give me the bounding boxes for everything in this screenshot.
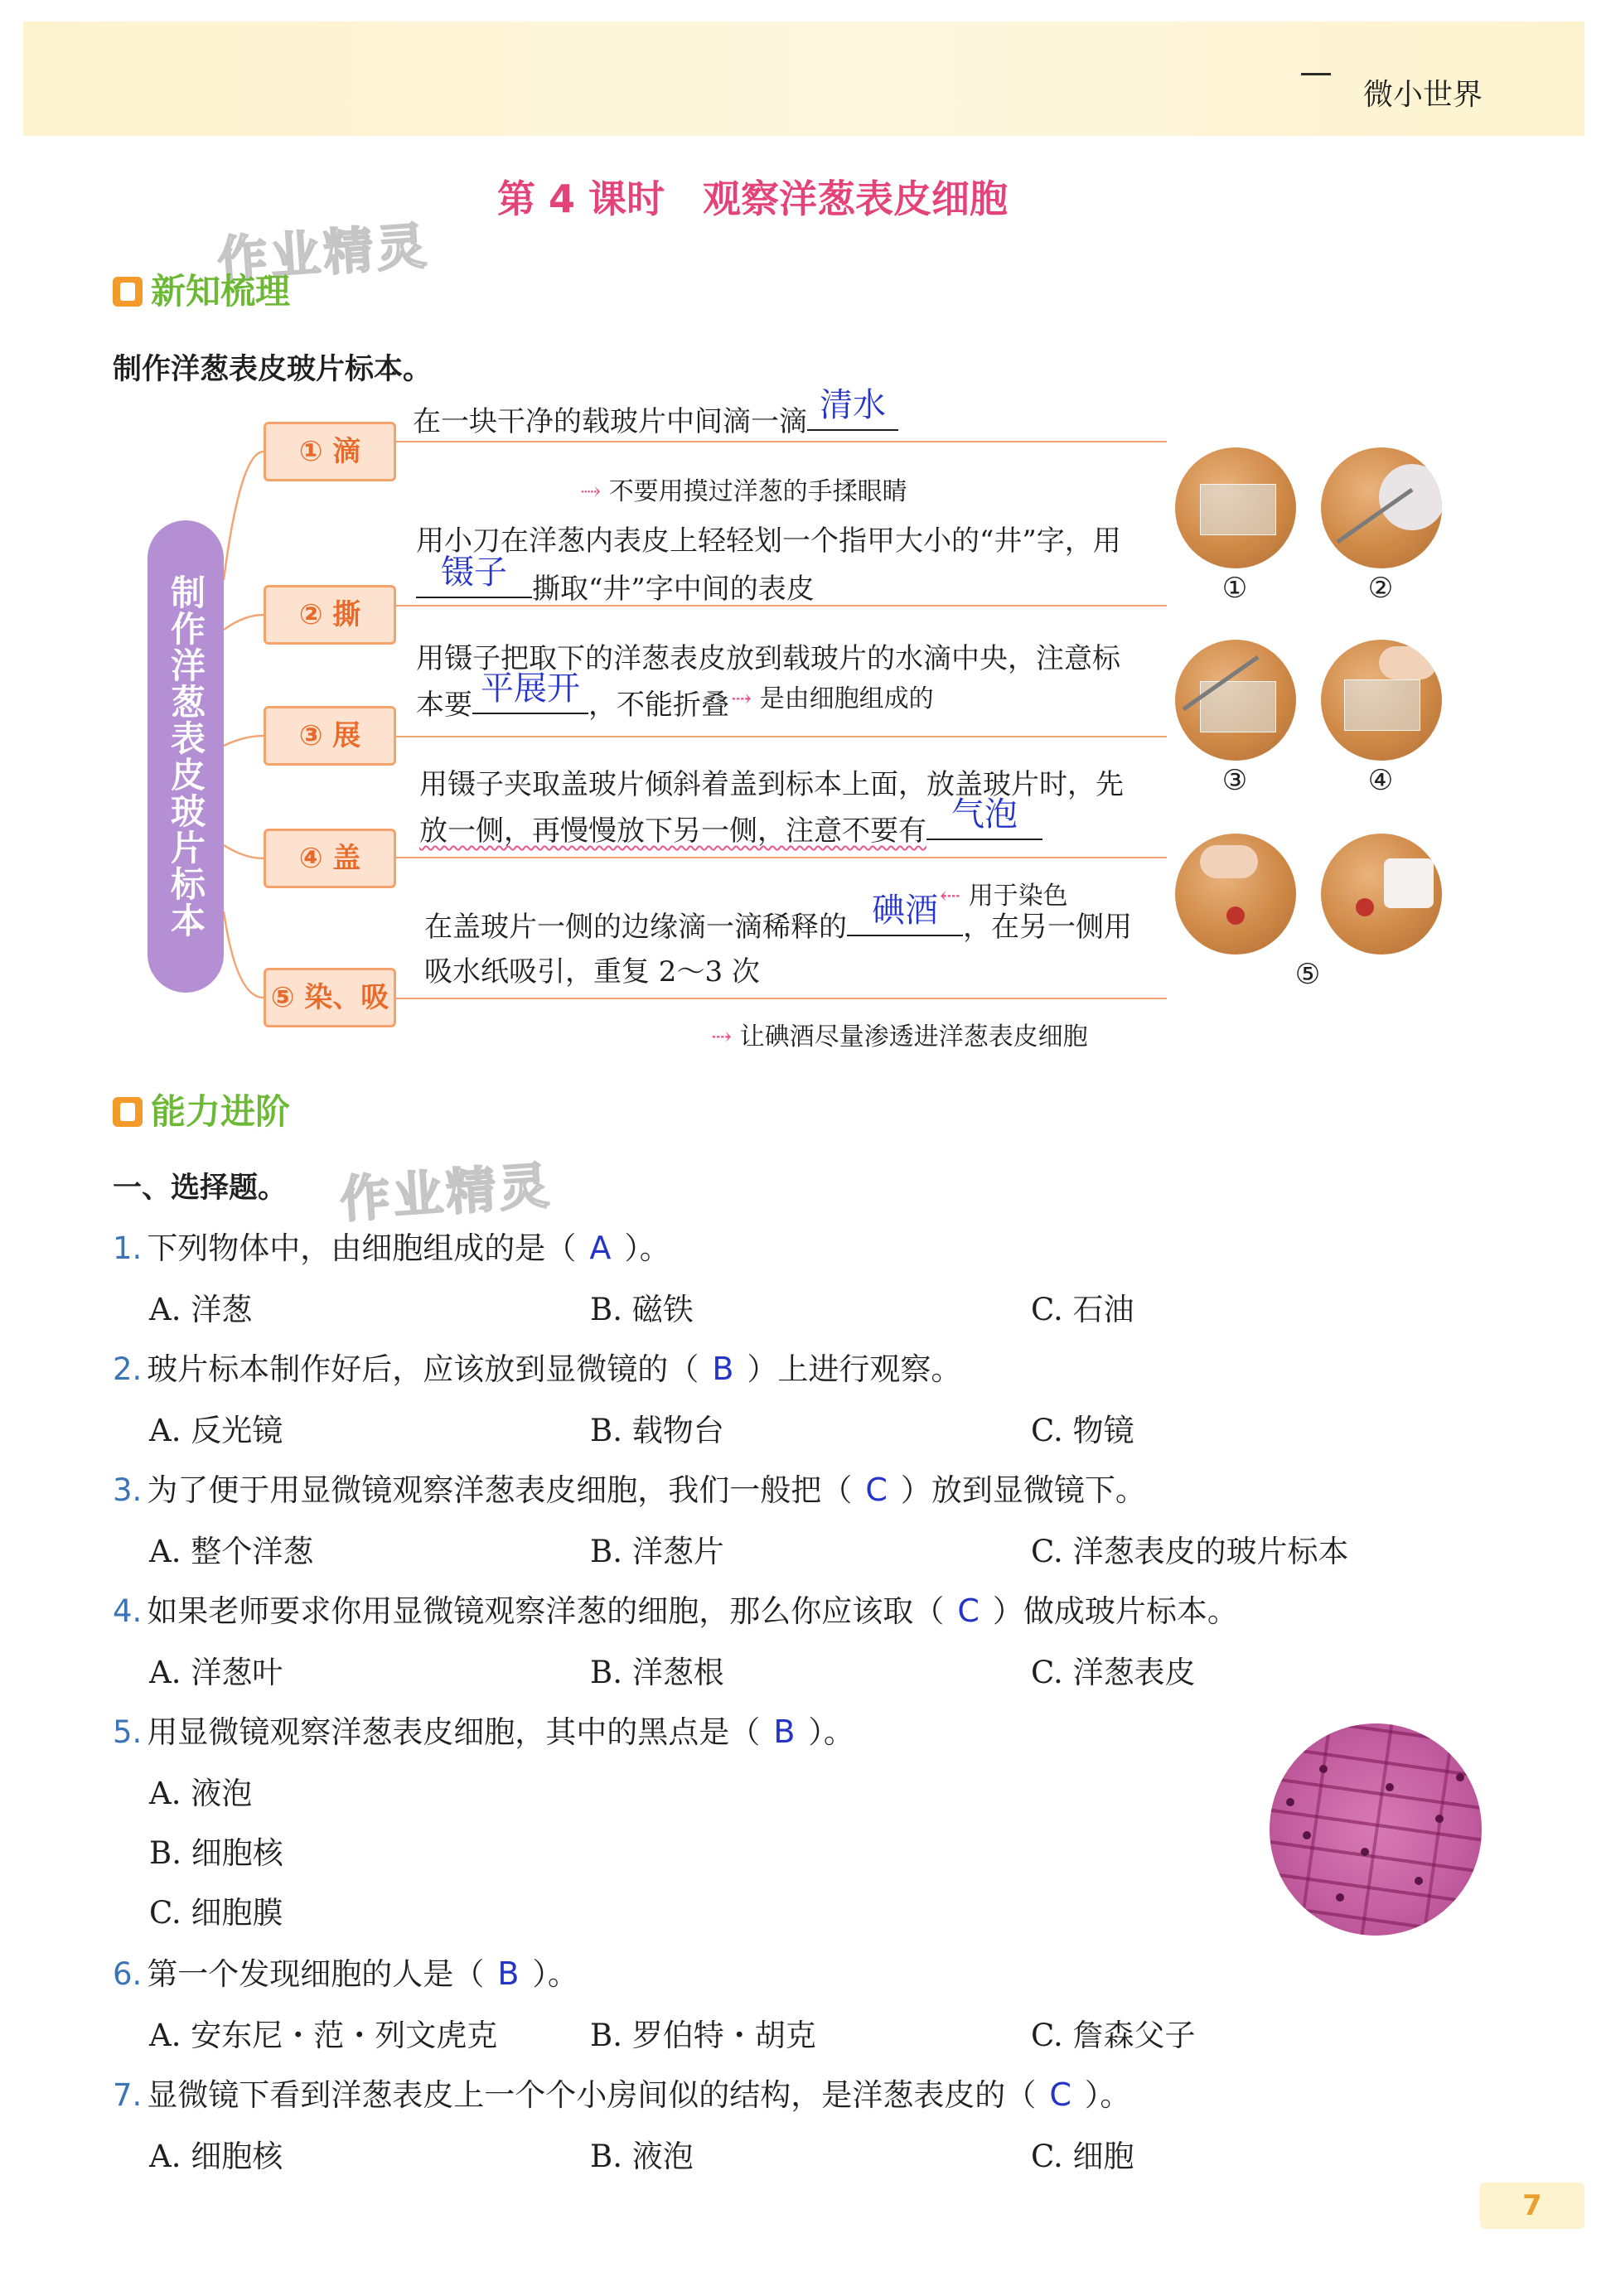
tear-line1: 用小刀在洋葱内表皮上轻轻划一个指甲大小的“井”字，用 (416, 524, 1121, 558)
option: C. 细胞 (1031, 2139, 1134, 2174)
stain-line1-start: 在盖玻片一侧的边缘滴一滴稀释的 (424, 911, 847, 944)
spread-note-text: 是由细胞组成的 (759, 684, 934, 713)
spread-answer: 平展开 (481, 669, 580, 708)
watermark: 作业精灵 (338, 1157, 554, 1230)
option: B. 洋葱片 (590, 1534, 724, 1569)
question-6 (113, 1949, 578, 1994)
mindmap-root: 制作洋葱表皮玻片标本 (148, 520, 224, 993)
photo-label-5: ⑤ (1294, 958, 1321, 991)
stain-note-top-text: 用于染色 (968, 882, 1068, 911)
watermark: 作业精灵 (215, 217, 432, 290)
cover-line2 (419, 795, 1042, 853)
stain-line1-end: ，在另一侧用 (963, 911, 1132, 944)
question-3 (113, 1465, 1146, 1510)
option: B. 细胞核 (149, 1835, 283, 1871)
step-photo-1 (1175, 447, 1296, 568)
tear-line2 (416, 553, 815, 611)
onion-cell-micrograph (1270, 1723, 1482, 1936)
questions-heading: 一、选择题。 (113, 1172, 288, 1205)
stain-note-top: ⇠ 用于染色 (940, 882, 1068, 911)
option: C. 石油 (1031, 1292, 1134, 1327)
question-text: 用显微镜观察洋葱表皮细胞，其中的黑点是（ (147, 1714, 761, 1750)
intro-text: 制作洋葱表皮玻片标本。 (113, 353, 433, 386)
drip-text (413, 386, 898, 444)
option: B. 洋葱根 (590, 1655, 724, 1690)
question-text: 玻片标本制作好后，应该放到显微镜的（ (147, 1351, 699, 1387)
option: B. 罗伯特・胡克 (590, 2018, 816, 2053)
option: C. 詹森父子 (1031, 2018, 1196, 2053)
step-photo-3 (1175, 640, 1296, 761)
drip-answer: 清水 (820, 386, 886, 424)
question-number: 5. (113, 1714, 143, 1750)
option: B. 磁铁 (590, 1292, 694, 1327)
question-number: 7. (113, 2077, 143, 2113)
step-photo-5a (1175, 834, 1296, 955)
step-rule (396, 857, 1167, 858)
option: A. 安东尼・范・列文虎克 (149, 2018, 498, 2053)
question-5 (113, 1707, 854, 1752)
question-2 (113, 1344, 961, 1389)
spread-line2 (416, 669, 729, 727)
tear-note: ⤑ 不要用摸过洋葱的手揉眼睛 (580, 477, 907, 506)
question-text: 如果老师要求你用显微镜观察洋葱的细胞，那么你应该取（ (147, 1593, 945, 1629)
question-text-end: ）上进行观察。 (747, 1351, 962, 1387)
section-heading-ability (113, 1089, 290, 1135)
spread-line1: 用镊子把取下的洋葱表皮放到载玻片的水滴中央，注意标 (416, 642, 1120, 675)
stain-note-bottom-text: 让碘酒尽量渗透进洋葱表皮细胞 (739, 1022, 1088, 1051)
cover-blank (926, 795, 1042, 840)
question-text: 显微镜下看到洋葱表皮上一个个小房间似的结构，是洋葱表皮的（ (147, 2077, 1037, 2113)
question-text: 下列物体中，由细胞组成的是（ (147, 1230, 577, 1266)
question-number: 3. (113, 1472, 143, 1508)
unit-title: 微小世界 (1363, 78, 1483, 112)
step-photo-4 (1321, 640, 1442, 761)
question-number: 6. (113, 1956, 143, 1992)
question-4 (113, 1586, 1238, 1631)
option: A. 洋葱 (149, 1292, 253, 1327)
spread-line2-end: ，不能折叠 (588, 689, 729, 722)
question-text-end: ）。 (624, 1230, 670, 1266)
option: A. 洋葱叶 (149, 1655, 283, 1690)
step-rule (396, 736, 1167, 737)
stain-blank (847, 892, 963, 936)
step-photo-5b (1321, 834, 1442, 955)
question-text-end: ）放到显微镜下。 (900, 1472, 1146, 1508)
option: C. 洋葱表皮的玻片标本 (1031, 1534, 1349, 1569)
spread-blank (472, 669, 588, 714)
step-cover: ④ 盖 (264, 829, 396, 888)
answer: B (497, 1955, 520, 1992)
drip-sentence: 在一块干净的载玻片中间滴一滴 (413, 405, 807, 438)
question-number: 2. (113, 1351, 143, 1387)
question-text-end: ）。 (1084, 2077, 1131, 2113)
spread-note: ⇢ 是由细胞组成的 (731, 684, 934, 713)
step-spread: ③ 展 (264, 706, 396, 766)
option: C. 物镜 (1031, 1413, 1134, 1448)
question-text-end: ）做成玻片标本。 (992, 1593, 1238, 1629)
section-title: 能力进阶 (151, 1091, 291, 1132)
question-7 (113, 2070, 1130, 2115)
question-text: 为了便于用显微镜观察洋葱表皮细胞，我们一般把（ (147, 1472, 853, 1508)
drip-blank (807, 386, 898, 431)
step-photo-2 (1321, 447, 1442, 568)
photo-label-4: ④ (1367, 764, 1394, 797)
answer: B (773, 1714, 796, 1750)
stain-answer: 碘酒 (872, 892, 938, 930)
house-icon (113, 1097, 143, 1127)
cover-line2-text: 放一侧，再慢慢放下另一侧，注意不要有 (419, 814, 926, 848)
answer: C (957, 1593, 980, 1629)
tear-blank (416, 553, 532, 598)
step-tear: ② 撕 (264, 585, 396, 645)
cover-line1: 用镊子夹取盖玻片倾斜着盖到标本上面，放盖玻片时，先 (419, 768, 1124, 801)
tear-line2-text: 撕取“井”字中间的表皮 (532, 573, 815, 606)
stain-note-bottom: ⇢ 让碘酒尽量渗透进洋葱表皮细胞 (711, 1022, 1088, 1051)
question-text-end: ）。 (808, 1714, 854, 1750)
photo-label-2: ② (1367, 572, 1394, 605)
photo-label-1: ① (1221, 572, 1248, 605)
question-number: 1. (113, 1230, 143, 1266)
cover-answer: 气泡 (951, 795, 1018, 834)
option: A. 液泡 (149, 1776, 253, 1811)
step-drip: ① 滴 (264, 422, 396, 481)
page-number: 7 (1480, 2182, 1584, 2229)
option: B. 液泡 (590, 2139, 694, 2174)
stain-line2: 吸水纸吸引，重复 2～3 次 (424, 955, 760, 988)
tear-note-text: 不要用摸过洋葱的手揉眼睛 (608, 477, 907, 506)
photo-label-3: ③ (1221, 764, 1248, 797)
question-text-end: ）。 (532, 1956, 578, 1992)
option: A. 细胞核 (149, 2139, 283, 2174)
step-stain: ⑤ 染、吸 (264, 968, 396, 1027)
question-number: 4. (113, 1593, 143, 1629)
answer: C (1049, 2076, 1071, 2113)
section-title: 新知梳理 (151, 271, 291, 312)
lesson-title: 第 4 课时 观察洋葱表皮细胞 (497, 176, 1009, 221)
answer: A (589, 1230, 612, 1266)
question-1 (113, 1223, 670, 1268)
step-rule (396, 998, 1167, 999)
option: C. 细胞膜 (149, 1895, 283, 1931)
answer: B (712, 1351, 734, 1387)
option: A. 反光镜 (149, 1413, 283, 1448)
option: C. 洋葱表皮 (1031, 1655, 1196, 1690)
question-text: 第一个发现细胞的人是（ (147, 1956, 485, 1992)
answer: C (865, 1472, 888, 1508)
option: B. 载物台 (590, 1413, 724, 1448)
option: A. 整个洋葱 (149, 1534, 314, 1569)
spread-line2-start: 本要 (416, 689, 472, 722)
tear-answer: 镊子 (441, 553, 507, 592)
